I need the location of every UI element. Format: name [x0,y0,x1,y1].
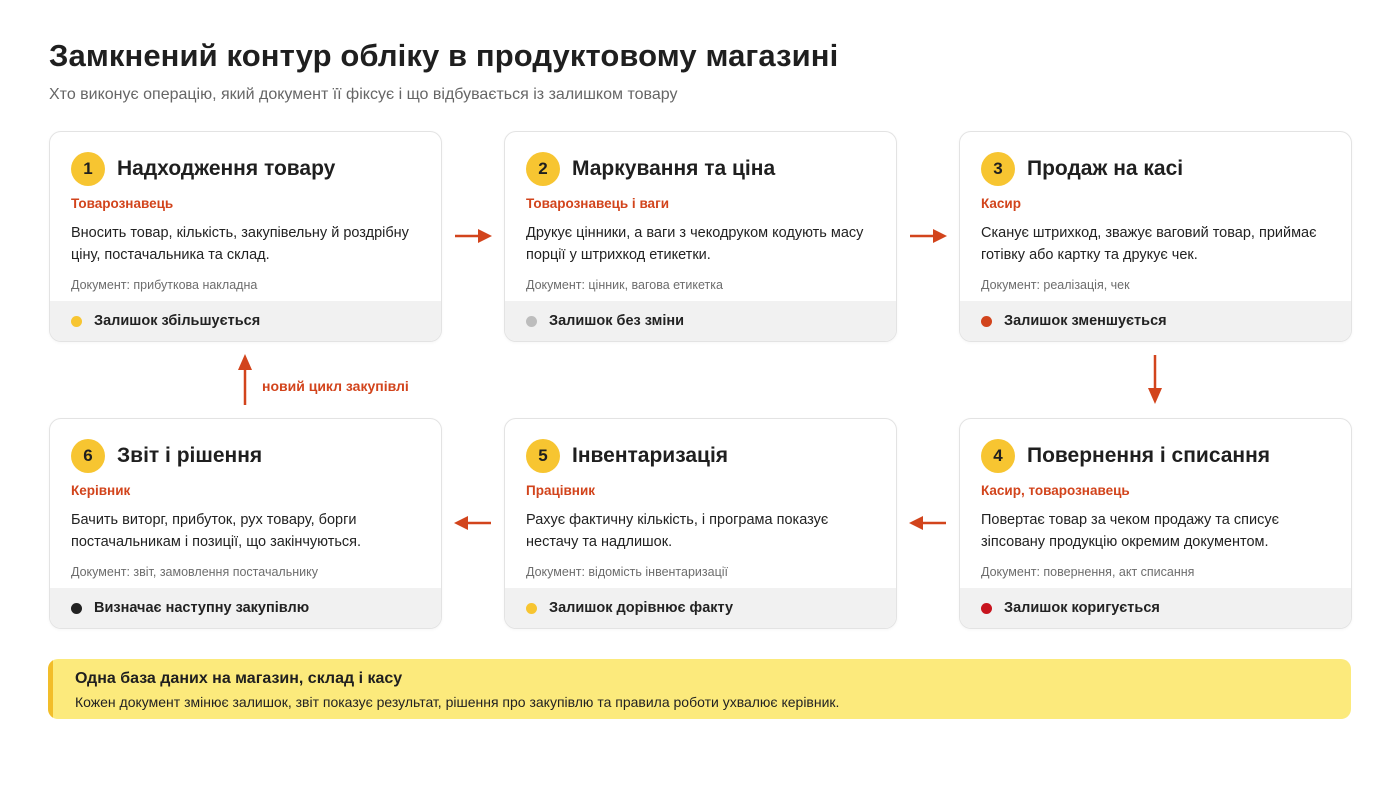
arrow-left-icon [907,513,947,533]
step-description: Друкує цінники, а ваги з чекодруком кодують масу порції у штрихкод етикетки. [526,225,864,263]
step-header [71,152,335,186]
page-subtitle: Хто виконує операцію, який документ її фіксує і що відбувається із залишком товару [49,86,678,103]
step-header [526,152,775,186]
arrow-right-icon [909,226,949,246]
step-description: Бачить виторг, прибуток, рух товару, борги постачальникам і позиції, що закінчуються. [71,512,362,550]
step-header [981,439,1270,473]
step-header [71,439,262,473]
step-title: Продаж на касі [1027,157,1184,180]
step-document: Документ: відомість інвентаризації [526,565,728,579]
step-document: Документ: цінник, вагова етикетка [526,278,723,292]
status-dot-icon [981,603,992,614]
step-title: Надходження товару [117,157,336,180]
arrow-up-icon [235,352,255,406]
status-dot-icon [526,603,537,614]
step-status-bar [50,301,441,341]
step-document: Документ: звіт, замовлення постачальнику [71,565,318,579]
step-status: Залишок дорівнює факту [549,600,734,616]
step-title: Звіт і рішення [117,444,263,467]
step-status: Визначає наступну закупівлю [94,600,310,616]
step-title: Маркування та ціна [572,157,776,180]
step-status: Залишок без зміни [549,313,685,329]
step-description: Вносить товар, кількість, закупівельну й роздрібну ціну, постачальника та склад. [71,225,409,263]
page-title: Замкнений контур обліку в продуктовому магазині [49,38,839,73]
step-status: Залишок зменшується [1004,313,1167,329]
step-status-bar [50,588,441,628]
step-document: Документ: прибуткова накладна [71,278,258,292]
step-card-6 [49,418,442,629]
step-header [981,152,1183,186]
step-title: Інвентаризація [572,444,729,467]
step-number-badge: 4 [981,439,1015,473]
step-document: Документ: реалізація, чек [981,278,1130,292]
step-card-4 [959,418,1352,629]
step-card-5 [504,418,897,629]
banner-accent-bar [48,659,53,719]
step-number-badge: 1 [71,152,105,186]
step-role: Керівник [71,483,131,498]
step-number-badge: 6 [71,439,105,473]
step-description: Повертає товар за чеком продажу та списує зіпсовану продукцію окремим документом. [981,512,1279,550]
arrow-down-icon [1145,354,1165,406]
step-status-bar [505,588,896,628]
step-status-bar [505,301,896,341]
step-number-badge: 3 [981,152,1015,186]
step-card-2 [504,131,897,342]
step-status-bar [960,301,1351,341]
step-status: Залишок коригується [1004,600,1160,616]
step-status-bar [960,588,1351,628]
status-dot-icon [981,316,992,327]
banner-text: Кожен документ змінює залишок, звіт показує результат, рішення про закупівлю та правила роботи ухвалює керівник. [75,694,840,710]
step-header [526,439,728,473]
step-card-3 [959,131,1352,342]
step-document: Документ: повернення, акт списання [981,565,1195,579]
step-role: Касир, товарознавець [981,483,1130,498]
status-dot-icon [71,316,82,327]
step-role: Товарознавець [71,196,174,211]
step-description: Сканує штрихкод, зважує ваговий товар, приймає готівку або картку та друкує чек. [981,225,1317,263]
step-title: Повернення і списання [1027,444,1271,467]
step-role: Касир [981,196,1021,211]
info-banner [48,659,1351,719]
cycle-label: новий цикл закупівлі [262,378,409,394]
status-dot-icon [526,316,537,327]
step-number-badge: 2 [526,152,560,186]
step-status: Залишок збільшується [94,313,261,329]
status-dot-icon [71,603,82,614]
step-description: Рахує фактичну кількість, і програма показує нестачу та надлишок. [526,512,829,550]
step-role: Товарознавець і ваги [526,196,669,211]
arrow-left-icon [452,513,492,533]
step-card-1 [49,131,442,342]
arrow-right-icon [454,226,494,246]
step-role: Працівник [526,483,596,498]
banner-title: Одна база даних на магазин, склад і касу [75,670,403,687]
step-number-badge: 5 [526,439,560,473]
